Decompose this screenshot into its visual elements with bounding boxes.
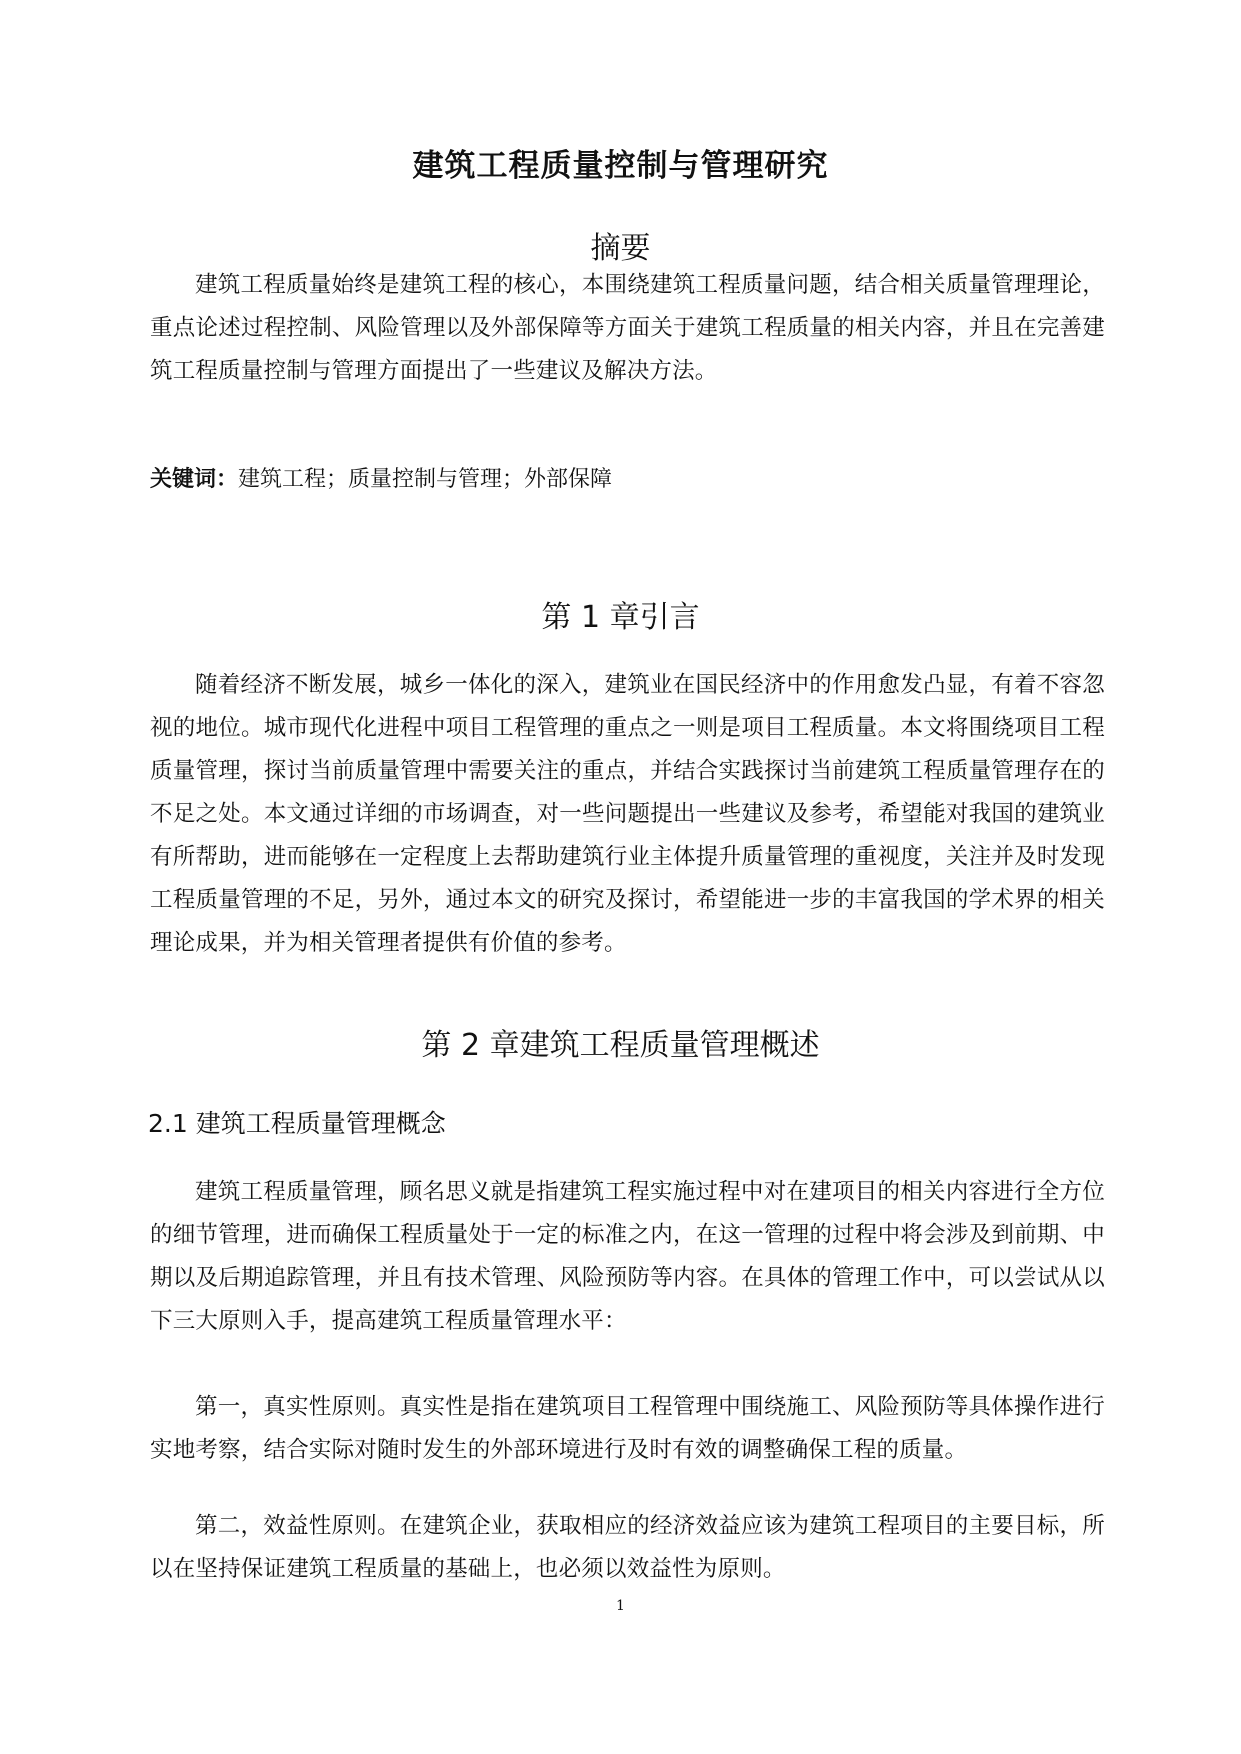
section-2-1-heading: 2.1 建筑工程质量管理概念 <box>148 1109 446 1138</box>
keywords-text: 建筑工程；质量控制与管理；外部保障 <box>238 467 613 492</box>
keywords-label: 关键词： <box>150 467 239 492</box>
abstract-heading: 摘要 <box>590 231 651 266</box>
keywords-line <box>150 460 612 500</box>
chapter-1-heading: 第 1 章引言 <box>541 600 700 635</box>
page-number: 1 <box>616 1598 625 1614</box>
chapter-1-paragraph: 随着经济不断发展，城乡一体化的深入，建筑业在国民经济中的作用愈发凸显，有着不容忽视的地位。城市现代化进程中项目工程管理的重点之一则是项目工程质量。本文将围绕项目工程质量管理，探讨当前质量管理中需要关注的重点，并结合实践探讨当前建筑工程质量管理存在的不足之处。本文通过详细的市场调查，对一些问题提出一些建议及参考，希望能对我国的建筑业有所帮助，进而能够在一定程度上去帮助建筑行业主体提升质量管理的重视度，关注并及时发现工程质量管理的不足，另外，通过本文的研究及探讨，希望能进一步的丰富我国的学术界的相关理论成果，并为相关管理者提供有价值的参考。 <box>150 672 1105 956</box>
section-2-1-paragraph-1: 建筑工程质量管理，顾名思义就是指建筑工程实施过程中对在建项目的相关内容进行全方位的细节管理，进而确保工程质量处于一定的标准之内，在这一管理的过程中将会涉及到前期、中期以及后期追踪管理，并且有技术管理、风险预防等内容。在具体的管理工作中，可以尝试从以下三大原则入手，提高建筑工程质量管理水平： <box>150 1179 1105 1334</box>
abstract-paragraph: 建筑工程质量始终是建筑工程的核心，本围绕建筑工程质量问题，结合相关质量管理理论，重点论述过程控制、风险管理以及外部保障等方面关于建筑工程质量的相关内容，并且在完善建筑工程质量控制与管理方面提出了一些建议及解决方法。 <box>150 272 1105 384</box>
document-title: 建筑工程质量控制与管理研究 <box>412 148 829 184</box>
chapter-2-heading: 第 2 章建筑工程质量管理概述 <box>421 1028 820 1063</box>
section-2-1-paragraph-3: 第二，效益性原则。在建筑企业，获取相应的经济效益应该为建筑工程项目的主要目标，所以在坚持保证建筑工程质量的基础上，也必须以效益性为原则。 <box>150 1513 1105 1582</box>
section-2-1-paragraph-2: 第一，真实性原则。真实性是指在建筑项目工程管理中围绕施工、风险预防等具体操作进行实地考察，结合实际对随时发生的外部环境进行及时有效的调整确保工程的质量。 <box>150 1394 1105 1463</box>
